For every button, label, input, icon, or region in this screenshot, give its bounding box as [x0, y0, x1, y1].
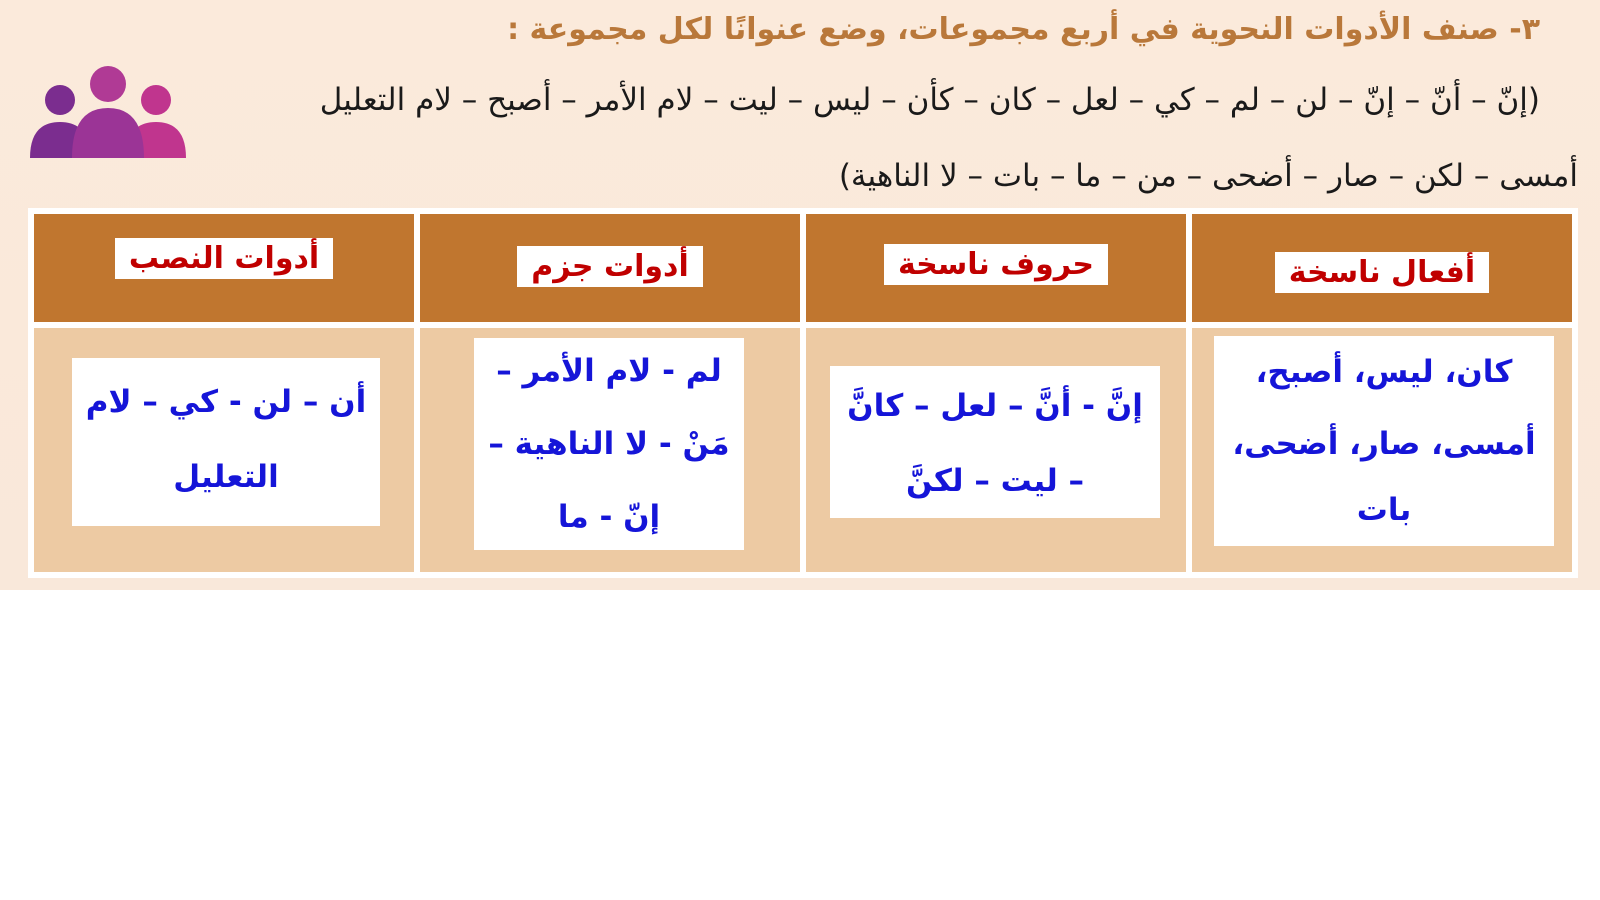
group-of-people-icon — [28, 62, 188, 162]
classification-table — [28, 208, 1578, 578]
answer-cell-jazm — [420, 328, 800, 572]
answer-box-particles — [830, 366, 1160, 518]
answer-line: كان، ليس، أصبح، — [1255, 354, 1513, 390]
answer-cell-nasb — [34, 328, 414, 572]
answer-line: بات — [1356, 492, 1412, 528]
answer-line: مَنْ - لا الناهية – — [488, 426, 730, 462]
answer-line: إنَّ - أنَّ – لعل – كانَّ — [847, 388, 1143, 424]
tools-list-line-2: أمسى – لكن – صار – أضحى – من – ما – بات – لا الناهية) — [838, 158, 1578, 194]
answer-box-jazm — [474, 338, 744, 550]
answer-cell-particles — [806, 328, 1186, 572]
table-answer-row — [34, 328, 1572, 572]
answer-line: أمسى، صار، أضحى، — [1232, 426, 1536, 462]
column-header-cell — [806, 214, 1186, 322]
header-particles-nasikha: حروف ناسخة — [884, 244, 1108, 285]
answer-cell-verbs — [1192, 328, 1572, 572]
answer-box-nasb — [72, 358, 380, 526]
header-verbs-nasikha: أفعال ناسخة — [1275, 252, 1489, 293]
column-header-cell — [34, 214, 414, 322]
table-header-row — [34, 214, 1572, 322]
answer-line: التعليل — [173, 459, 279, 495]
answer-line: لم - لام الأمر – — [496, 353, 722, 389]
answer-line: – ليت – لكنَّ — [905, 463, 1085, 499]
column-header-cell — [1192, 214, 1572, 322]
answer-line: إنّ - ما — [557, 499, 661, 535]
tools-list-line-1: (إنّ – أنّ – إنّ – لن – لم – كي – لعل – كان – كأن – ليس – ليت – لام الأمر – أصبح – لام التعليل — [319, 82, 1540, 118]
answer-box-verbs — [1214, 336, 1554, 546]
exercise-instruction: ٣- صنف الأدوات النحوية في أربع مجموعات، وضع عنوانًا لكل مجموعة : — [507, 12, 1540, 47]
header-nasb-tools: أدوات النصب — [115, 238, 333, 279]
header-jazm-tools: أدوات جزم — [517, 246, 702, 287]
answer-line: أن – لن - كي – لام — [85, 384, 367, 420]
column-header-cell — [420, 214, 800, 322]
